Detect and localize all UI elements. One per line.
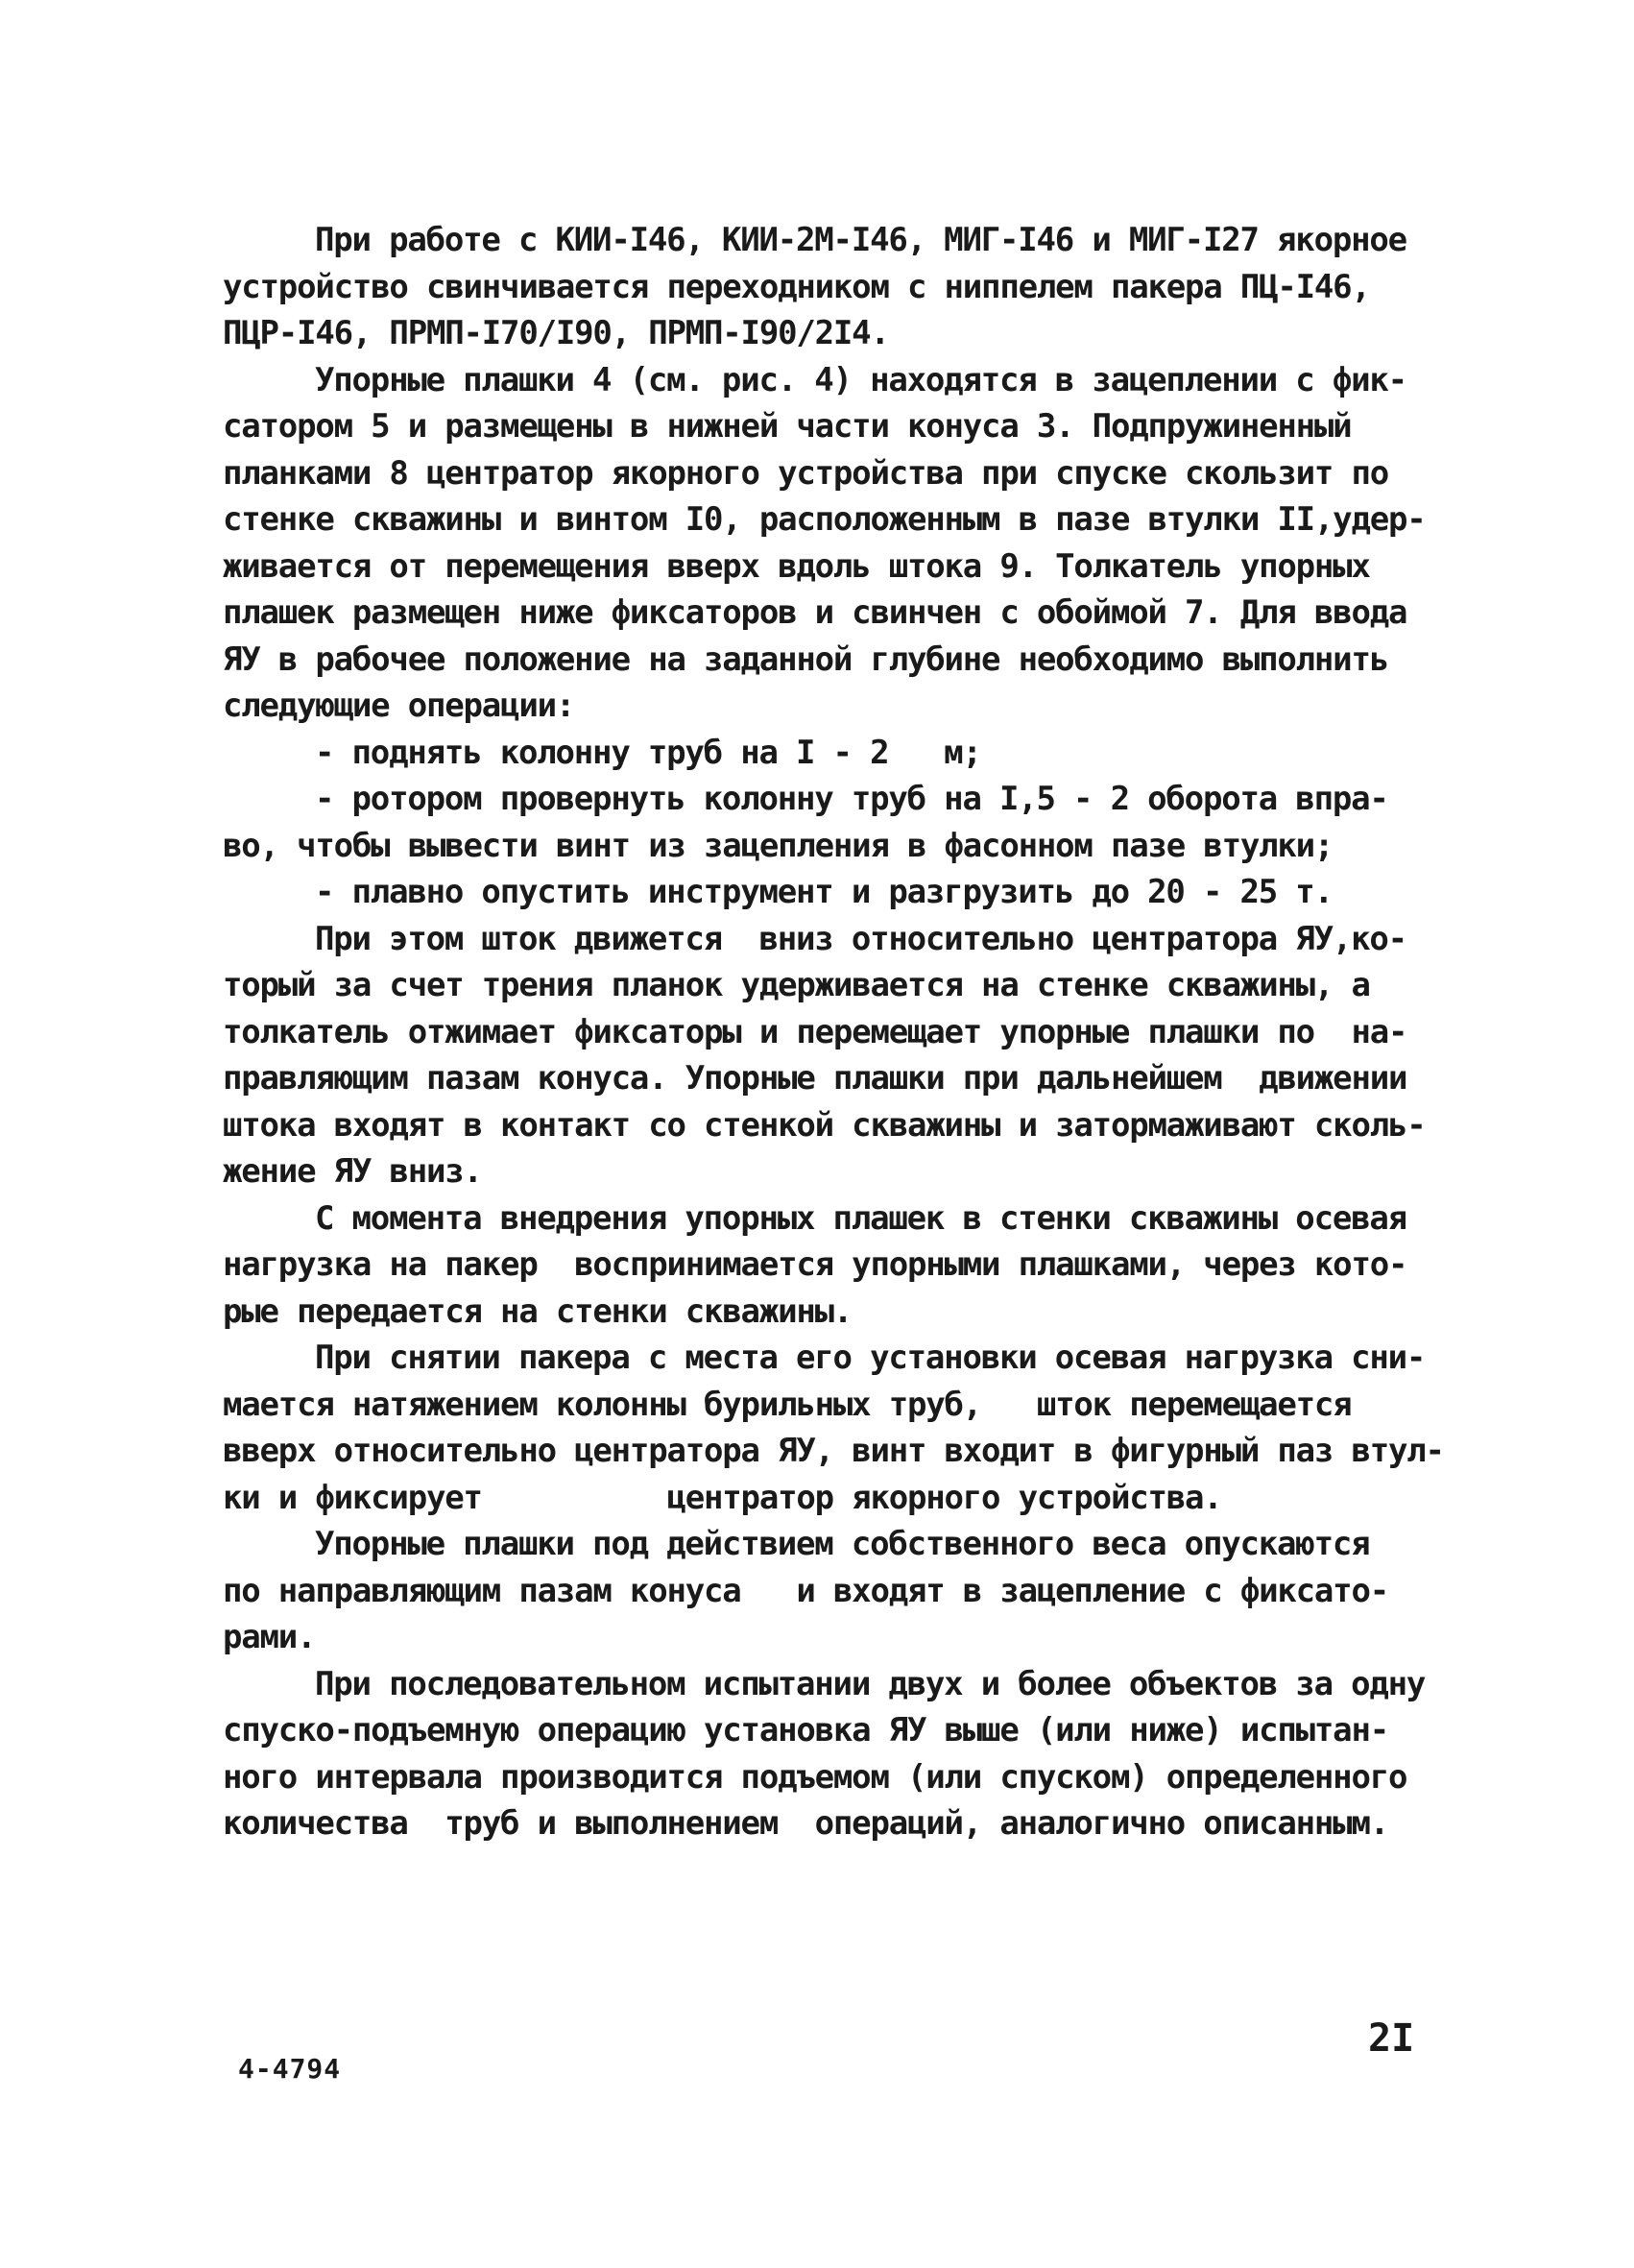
text-line: следующие операции: <box>223 687 575 725</box>
text-line: спуско-подъемную операцию установка ЯУ выше (или ниже) испытан- <box>223 1711 1388 1749</box>
body-text <box>223 217 1461 1847</box>
text-line: вверх относительно центратора ЯУ, винт входит в фигурный паз втул- <box>223 1432 1444 1470</box>
text-line: во, чтобы вывести винт из зацепления в фасонном пазе втулки; <box>223 826 1334 865</box>
text-line: торый за счет трения планок удерживается на стенке скважины, а <box>223 966 1370 1004</box>
text-line: рами. <box>223 1618 316 1656</box>
text-line: При снятии пакера с места его установки осевая нагрузка сни- <box>315 1339 1426 1377</box>
text-line: плашек размещен ниже фиксаторов и свинчен с обоймой 7. Для ввода <box>223 593 1407 632</box>
text-line: Упорные плашки 4 (см. рис. 4) находятся в зацеплении с фик- <box>315 360 1406 399</box>
text-line: стенке скважины и винтом I0, расположенным в пазе втулки II,удер- <box>223 500 1426 539</box>
text-line: При работе с КИИ-I46, КИИ-2М-I46, МИГ-I46 и МИГ-I27 якорное <box>315 221 1406 259</box>
text-line: сатором 5 и размещены в нижней части конуса 3. Подпружиненный <box>223 407 1352 446</box>
list-item: - поднять колонну труб на I - 2 м; <box>315 733 981 772</box>
text-line: толкатель отжимает фиксаторы и перемещает упорные плашки по на- <box>223 1012 1407 1051</box>
text-line: планками 8 центратор якорного устройства при спуске скользит по <box>223 453 1388 493</box>
text-line: штока входят в контакт со стенкой скважины и затормаживают сколь- <box>223 1105 1426 1145</box>
text-line: жение ЯУ вниз. <box>223 1152 482 1191</box>
page-number: 2I <box>1368 2016 1415 2061</box>
text-line: ПЦР-I46, ПРМП-I70/I90, ПРМП-I90/2I4. <box>223 314 889 352</box>
text-line: ки и фиксирует центратор якорного устройства. <box>223 1478 1222 1517</box>
document-number: 4-4794 <box>238 2053 342 2085</box>
list-item: - плавно опустить инструмент и разгрузить до 20 - 25 т. <box>315 873 1333 911</box>
text-line: При последовательном испытании двух и более объектов за одну <box>315 1664 1426 1703</box>
text-line: живается от перемещения вверх вдоль штока 9. Толкатель упорных <box>223 546 1370 586</box>
text-line: Упорные плашки под действием собственного веса опускаются <box>315 1525 1370 1563</box>
text-line: количества труб и выполнением операций, аналогично описанным. <box>223 1804 1388 1843</box>
text-line: правляющим пазам конуса. Упорные плашки при дальнейшем движении <box>223 1059 1407 1098</box>
text-line: нагрузка на пакер воспринимается упорными плашками, через кото- <box>223 1245 1407 1284</box>
text-line: ного интервала производится подъемом (или спуском) определенного <box>223 1757 1407 1797</box>
text-line: по направляющим пазам конуса и входят в зацепление с фиксато- <box>223 1571 1388 1610</box>
text-line: мается натяжением колонны бурильных труб, шток перемещается <box>223 1385 1352 1424</box>
text-line: устройство свинчивается переходником с ниппелем пакера ПЦ-I46, <box>223 267 1370 306</box>
text-line: рые передается на стенки скважины. <box>223 1291 853 1331</box>
list-item: - ротором провернуть колонну труб на I,5 - 2 оборота впра- <box>315 780 1388 818</box>
text-line: При этом шток движется вниз относительно центратора ЯУ,ко- <box>315 919 1406 958</box>
text-line: ЯУ в рабочее положение на заданной глубине необходимо выполнить <box>223 639 1388 679</box>
text-line: С момента внедрения упорных плашек в стенки скважины осевая <box>315 1198 1406 1238</box>
